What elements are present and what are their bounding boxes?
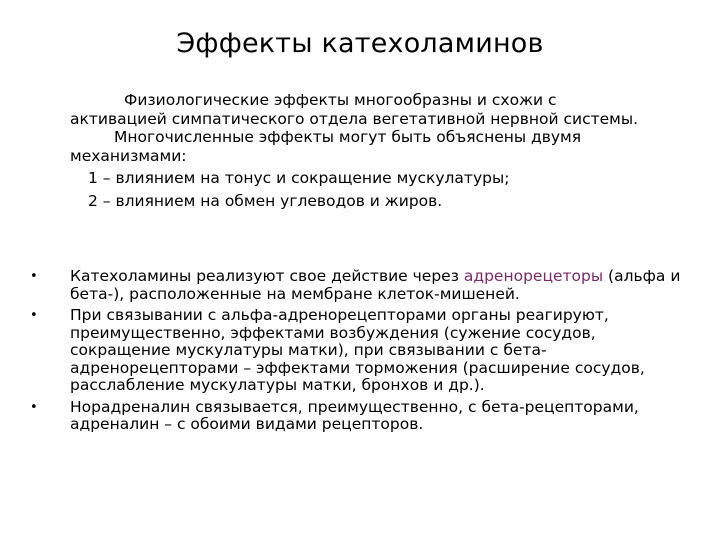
bullet-list [30,268,690,438]
bullet-text: Норадреналин связывается, преимущественно, с бета-рецепторами, адреналин – с обоими видами рецепторов. [70,397,639,433]
mechanism-item-1: 1 – влиянием на тонус и сокращение мускулатуры; [88,169,510,187]
slide-title: Эффекты катехоламинов [176,28,544,59]
bullet-marker: • [30,399,38,415]
intro-paragraph-2: Многочисленные эффекты могут быть объяснены двумя механизмами: [70,128,582,165]
mechanism-item-2: 2 – влиянием на обмен углеводов и жиров. [88,191,443,210]
bullet-marker: • [30,308,38,323]
bullet-item-binding-effects [30,307,690,395]
intro-block [70,91,650,210]
term-adrenoreceptors: адренорецеторы [463,267,604,285]
bullet-item-receptors [30,268,690,303]
intro-paragraph-1: Физиологические эффекты многообразны и схожи с активацией симпатического отдела вегетативной нервной системы. [70,91,639,128]
bullet-text: При связывании с альфа-адренорецепторами органы реагируют, преимущественно, эффектами возбуждения (сужение сосудов, сокращение мускулатуры матки), при связывании с бета-адренорецепторами – эффектами торможения (расширение сосудов, расслабление мускулатуры матки, бронхов и др.). [70,306,645,394]
bullet-text-cont: (альфа и бета-), расположенные на мембране клеток-мишеней. [70,267,681,303]
bullet-item-noradrenaline [30,399,690,434]
bullet-marker: • [30,269,38,284]
bullet-text: Катехоламины реализуют свое действие через [70,267,464,285]
